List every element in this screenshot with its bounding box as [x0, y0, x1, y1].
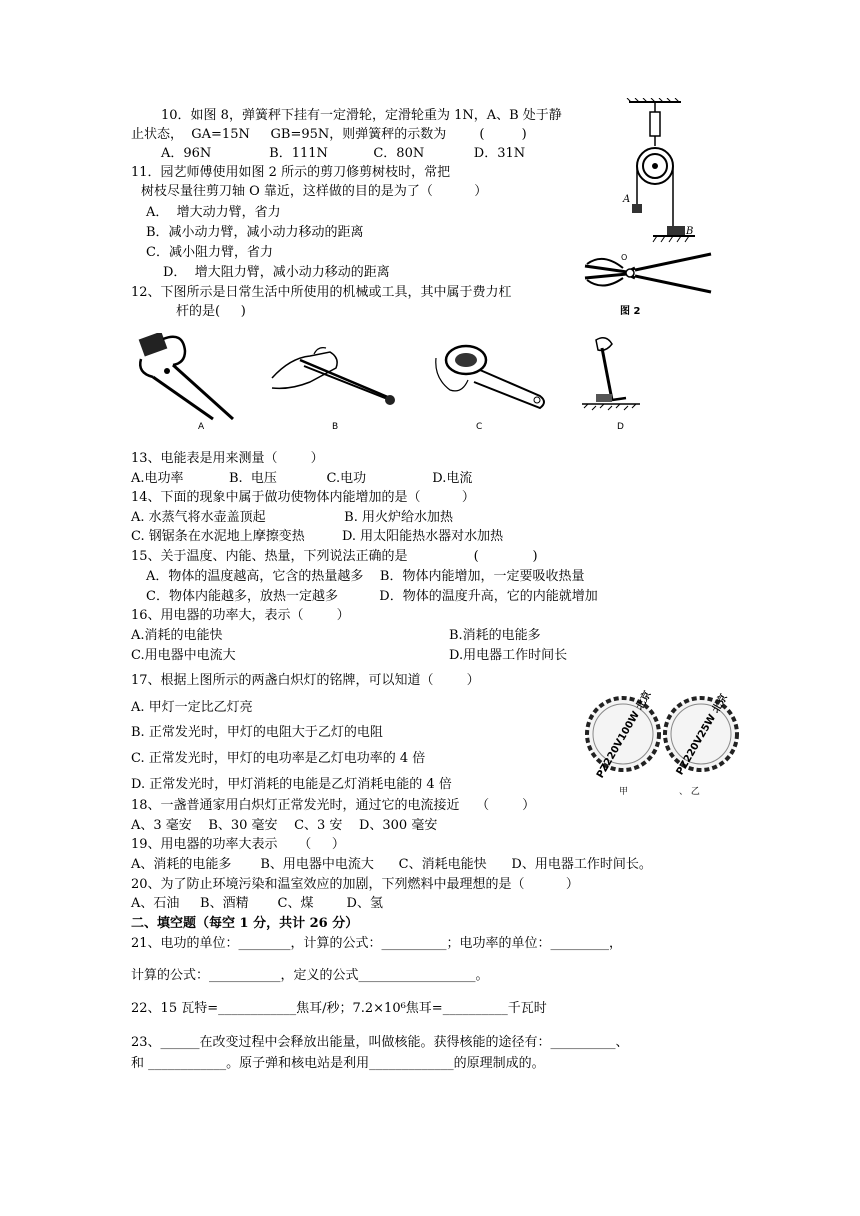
pulley-label-b: B	[686, 226, 694, 237]
q19-stem: 19、用电器的功率大表示 （ ）	[131, 837, 345, 852]
q15-row2: C．物体内能越多，放热一定越多 D．物体的温度升高，它的内能就增加	[146, 589, 598, 604]
q15-stem: 15、关于温度、内能、热量，下列说法正确的是 ( )	[131, 549, 538, 564]
svg-text:O: O	[621, 253, 628, 262]
q10-line2: 止状态， GA=15N GB=95N，则弹簧秤的示数为 ( )	[131, 127, 527, 142]
tool-b-caption: B	[332, 422, 339, 432]
q10-line1: 10．如图 8，弹簧秤下挂有一定滑轮，定滑轮重为 1N，A、B 处于静	[161, 108, 562, 123]
tool-a-caption: A	[198, 422, 205, 432]
q23-line2: 和 ____________。原子弹和核电站是利用_____________的原理制成的。	[131, 1056, 545, 1071]
q15-row1: A．物体的温度越高，它含的热量越多 B．物体内能增加，一定要吸收热量	[146, 569, 585, 584]
tool-d-caption: D	[617, 422, 624, 432]
bulb-nameplates-figure	[583, 686, 743, 800]
bulb1-caption: 甲	[619, 787, 629, 797]
q17-stem: 17、根据上图所示的两盏白炽灯的铭牌，可以知道（ ）	[131, 673, 480, 688]
pulley-label-a: A	[623, 194, 631, 205]
q17-option-c: C. 正常发光时，甲灯的电功率是乙灯电功率的 4 倍	[131, 751, 426, 766]
q11-line1: 11．园艺师傅使用如图 2 所示的剪刀修剪树枝时，常把	[131, 165, 451, 180]
q16-option-d: D.用电器工作时间长	[449, 648, 568, 663]
section2-heading: 二、填空题（每空 1 分，共计 26 分）	[131, 916, 359, 931]
q19-options: A、消耗的电能多 B、用电器中电流大 C、消耗电能快 D、用电器工作时间长。	[131, 857, 652, 872]
pulley-figure	[615, 98, 695, 244]
q17-option-a: A. 甲灯一定比乙灯亮	[131, 700, 253, 715]
bulb2-caption: 、 乙	[679, 787, 700, 797]
bulb2-nameplate: PZ220V25W 北京	[674, 692, 730, 778]
tool-c-caption: C	[476, 422, 483, 432]
q11-option-a: A． 增大动力臂，省力	[146, 205, 281, 220]
q18-options: A、3 毫安 B、30 毫安 C、3 安 D、300 毫安	[131, 818, 438, 833]
q13-options: A.电功率 B. 电压 C.电功 D.电流	[131, 471, 473, 486]
q13-stem: 13、电能表是用来测量（ ）	[131, 451, 324, 466]
q12-line2: 杆的是( )	[176, 304, 246, 319]
q20-stem: 20、为了防止环境污染和温室效应的加剧，下列燃料中最理想的是（ ）	[131, 877, 579, 892]
bulb1-nameplate: PZ220V100W 北京	[594, 689, 654, 781]
q23-line1: 23、______在改变过程中会释放出能量，叫做核能。获得核能的途径有：__________、	[131, 1035, 629, 1050]
q17-option-b: B. 正常发光时，甲灯的电阻大于乙灯的电阻	[131, 725, 383, 740]
q16-option-c: C.用电器中电流大	[131, 648, 236, 663]
q14-stem: 14、下面的现象中属于做功使物体内能增加的是（ ）	[131, 490, 475, 505]
tool-b-tweezers	[270, 338, 405, 413]
q14-row2: C. 钢锯条在水泥地上摩擦变热 D. 用太阳能热水器对水加热	[131, 529, 504, 544]
q11-line2: 树枝尽量往剪刀轴 O 靠近，这样做的目的是为了（ ）	[141, 184, 488, 199]
q11-option-c: C．减小阻力臂，省力	[146, 245, 273, 260]
q20-options: A、石油 B、酒精 C、煤 D、氢	[131, 896, 383, 911]
q21-line2: 计算的公式：___________，定义的公式__________________。	[131, 968, 489, 983]
q22-line: 22、15 瓦特=____________焦耳/秒；7.2×10⁶焦耳=__________千瓦时	[131, 1001, 547, 1016]
q16-stem: 16、用电器的功率大，表示（ ）	[131, 608, 350, 623]
q21-line1: 21、电功的单位：________，计算的公式：__________；电功率的单位：_________，	[131, 936, 623, 951]
q11-option-d: D． 增大阻力臂，减小动力移动的距离	[163, 265, 390, 280]
tool-c-bottle-opener	[432, 338, 552, 413]
q17-option-d: D. 正常发光时，甲灯消耗的电能是乙灯消耗电能的 4 倍	[131, 777, 452, 792]
q14-row1: A. 水蒸气将水壶盖顶起 B. 用火炉给水加热	[131, 510, 453, 525]
q10-options: A．96N B．111N C．80N D．31N	[161, 146, 526, 161]
tool-d-crowbar	[582, 336, 642, 416]
q12-line1: 12、下图所示是日常生活中所使用的机械或工具，其中属于费力杠	[131, 285, 512, 300]
q18-stem: 18、一盏普通家用白炽灯正常发光时，通过它的电流接近 （ ）	[131, 798, 536, 813]
scissors-figure	[583, 248, 715, 298]
q11-option-b: B．减小动力臂，减小动力移动的距离	[146, 225, 364, 240]
tool-a-pincers	[133, 333, 243, 421]
q16-option-b: B.消耗的电能多	[449, 628, 541, 643]
q16-option-a: A.消耗的电能快	[131, 628, 223, 643]
fig2-caption: 图 2	[620, 306, 641, 317]
